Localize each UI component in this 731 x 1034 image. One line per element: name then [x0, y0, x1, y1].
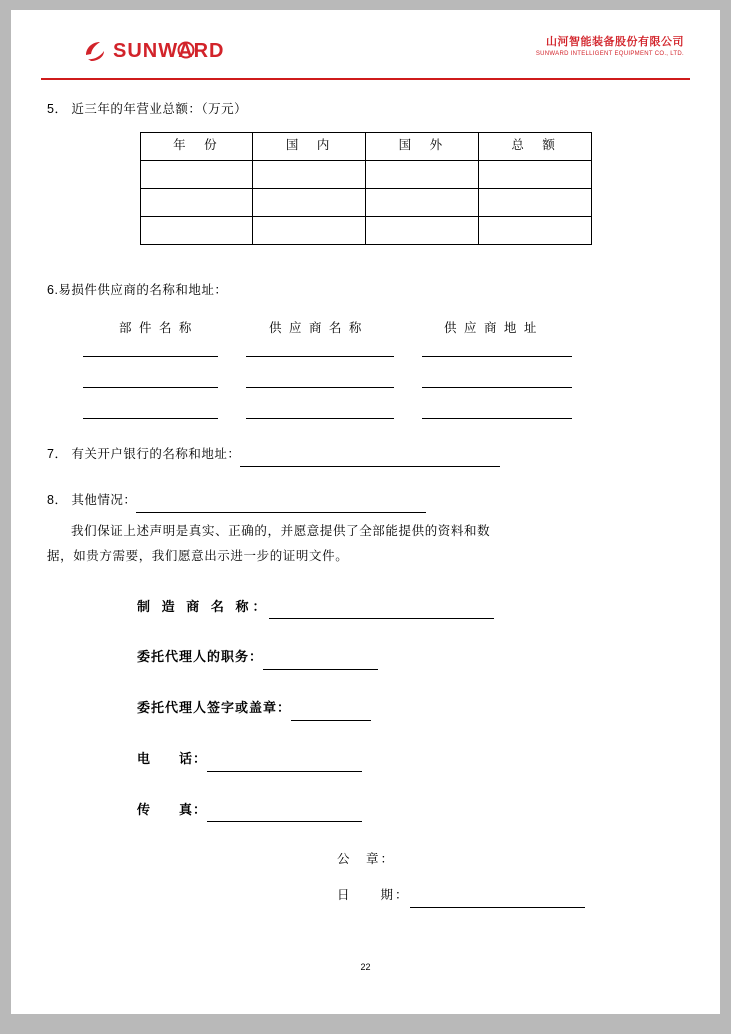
logo-text-ring: A — [178, 39, 194, 62]
table-header-row — [140, 132, 591, 160]
cell-total[interactable] — [478, 188, 591, 216]
cell-domestic[interactable] — [253, 216, 366, 244]
supplier-address-blank[interactable] — [422, 406, 572, 419]
fax-blank[interactable] — [207, 806, 362, 822]
signature-block — [47, 595, 684, 822]
bank-info-blank[interactable] — [240, 452, 500, 467]
supplier-col-supplier-name: 供 应 商 名 称 — [269, 320, 364, 335]
fax-row — [137, 798, 684, 823]
other-info-blank[interactable] — [136, 498, 426, 513]
supplier-column-headers — [47, 317, 684, 341]
table-row — [140, 216, 591, 244]
phone-row — [137, 747, 684, 772]
phone-label: 电 话： — [137, 750, 208, 766]
cell-domestic[interactable] — [253, 160, 366, 188]
supplier-col-supplier-address: 供 应 商 地 址 — [444, 320, 539, 335]
manufacturer-label: 制 造 商 名 称： — [137, 598, 270, 614]
sunward-logo — [83, 38, 224, 64]
agent-title-row — [137, 645, 684, 670]
supplier-entry-lines — [47, 344, 684, 419]
fax-label: 传 真： — [137, 801, 208, 817]
cell-overseas[interactable] — [366, 160, 479, 188]
sunward-logo-mark-icon — [83, 38, 109, 64]
col-header-total: 总 额 — [478, 132, 591, 160]
document-page — [11, 10, 720, 1014]
supplier-part-name-blank[interactable] — [83, 375, 218, 388]
company-name-cn: 山河智能装备股份有限公司 — [546, 36, 684, 48]
revenue-table-body — [140, 160, 591, 244]
agent-title-blank[interactable] — [263, 654, 378, 670]
seal-row — [337, 848, 684, 872]
company-name-en: SUNWARD INTELLIGENT EQUIPMENT CO., LTD. — [535, 50, 684, 57]
table-row — [140, 188, 591, 216]
cell-domestic[interactable] — [253, 188, 366, 216]
question-8 — [47, 489, 684, 513]
question-6: 6.易损件供应商的名称和地址： — [47, 282, 228, 297]
agent-signature-blank[interactable] — [291, 705, 371, 721]
revenue-table-head — [140, 132, 591, 160]
date-row — [337, 884, 684, 908]
supplier-row — [83, 406, 684, 419]
cell-total[interactable] — [478, 160, 591, 188]
col-header-year: 年 份 — [140, 132, 253, 160]
logo-text-left: SUNW — [113, 39, 179, 62]
page-number: 22 — [360, 962, 371, 972]
cell-total[interactable] — [478, 216, 591, 244]
cell-overseas[interactable] — [366, 188, 479, 216]
cell-year[interactable] — [140, 160, 253, 188]
supplier-name-blank[interactable] — [246, 344, 394, 357]
agent-signature-row — [137, 696, 684, 721]
question-7-label: 7． 有关开户银行的名称和地址： — [47, 447, 241, 462]
question-7 — [47, 443, 684, 467]
stamp-block — [47, 848, 684, 908]
phone-blank[interactable] — [207, 756, 362, 772]
supplier-name-blank[interactable] — [246, 406, 394, 419]
cell-year[interactable] — [140, 188, 253, 216]
supplier-row — [83, 344, 684, 357]
company-identity — [536, 36, 684, 58]
question-8-label: 8． 其他情况： — [47, 493, 137, 507]
supplier-part-name-blank[interactable] — [83, 406, 218, 419]
supplier-address-blank[interactable] — [422, 344, 572, 357]
logo-text-right: RD — [193, 39, 225, 62]
col-header-overseas: 国 外 — [366, 132, 479, 160]
document-content — [11, 98, 720, 908]
supplier-part-name-blank[interactable] — [83, 344, 218, 357]
supplier-name-blank[interactable] — [246, 375, 394, 388]
agent-signature-label: 委托代理人签字或盖章： — [137, 700, 292, 716]
supplier-address-blank[interactable] — [422, 375, 572, 388]
date-label: 日 期： — [337, 887, 410, 902]
sunward-logo-text — [113, 40, 224, 63]
table-row — [140, 160, 591, 188]
agent-title-label: 委托代理人的职务： — [137, 649, 264, 665]
supplier-col-part-name: 部 件 名 称 — [119, 320, 194, 335]
supplier-row — [83, 375, 684, 388]
statement-line-1: 我们保证上述声明是真实、正确的，并愿意提供了全部能提供的资料和数 — [71, 523, 491, 538]
question-5: 5． 近三年的年营业总额：（万元） — [47, 102, 248, 116]
seal-label: 公 章： — [337, 852, 396, 867]
manufacturer-blank[interactable] — [269, 603, 494, 619]
cell-year[interactable] — [140, 216, 253, 244]
col-header-domestic: 国 内 — [253, 132, 366, 160]
cell-overseas[interactable] — [366, 216, 479, 244]
statement-line-2: 据，如贵方需要，我们愿意出示进一步的证明文件。 — [47, 548, 349, 563]
date-blank[interactable] — [410, 892, 585, 908]
revenue-table — [140, 132, 592, 245]
manufacturer-row — [137, 595, 684, 620]
page-header — [41, 32, 690, 80]
